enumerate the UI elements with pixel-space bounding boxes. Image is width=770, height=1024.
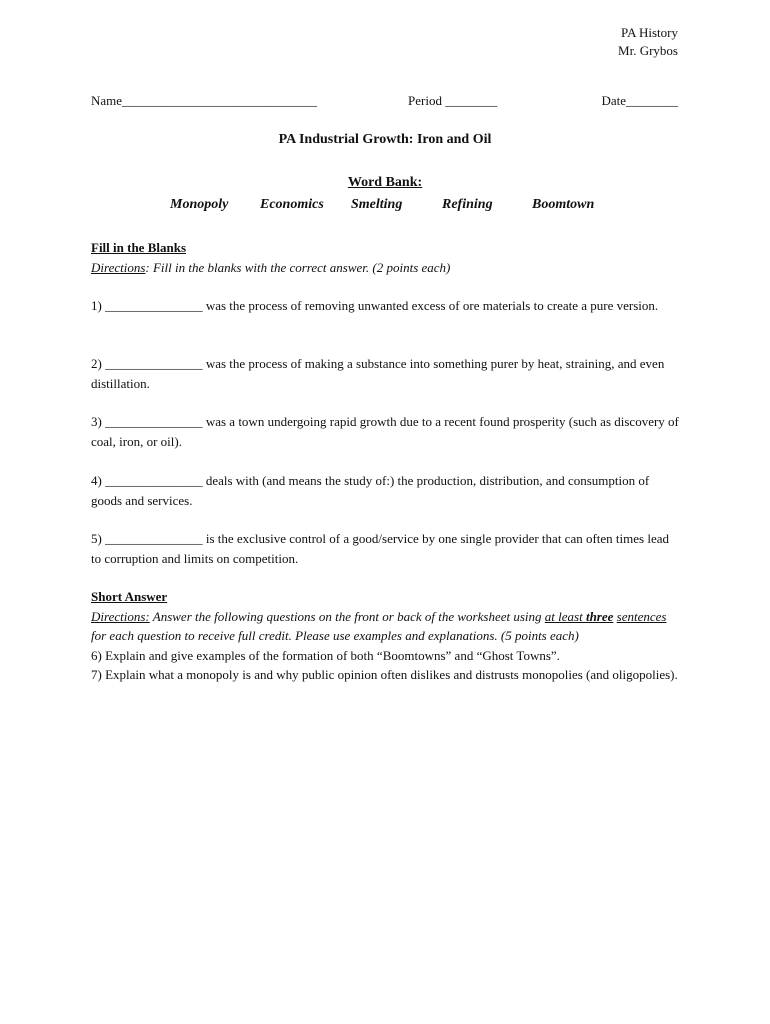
directions-text: Answer the following questions on the front or back of the worksheet using bbox=[149, 608, 545, 624]
date-field[interactable]: Date________ bbox=[601, 93, 678, 108]
short-answer-heading: Short Answer bbox=[91, 589, 168, 604]
word-bank-heading: Word Bank: bbox=[347, 175, 423, 190]
name-field[interactable]: Name______________________________ bbox=[91, 93, 318, 108]
course-name: PA History bbox=[621, 25, 678, 40]
emphasis-three: three bbox=[585, 608, 614, 624]
fill-in-section-header bbox=[91, 238, 681, 277]
word-bank-item: Monopoly bbox=[170, 197, 229, 212]
emphasis-at-least: at least bbox=[544, 608, 586, 624]
question-3: 3) _______________ was a town undergoing rapid growth due to a recent found prosperity (such as discovery of coal, iron, or oil). bbox=[91, 414, 679, 449]
short-answer-directions bbox=[91, 607, 681, 646]
word-bank-item: Boomtown bbox=[532, 197, 595, 212]
word-bank-item: Smelting bbox=[351, 197, 403, 212]
question-6: 6) Explain and give examples of the formation of both “Boomtowns” and “Ghost Towns”. bbox=[91, 647, 560, 663]
fill-in-heading: Fill in the Blanks bbox=[91, 240, 186, 255]
question-1: 1) _______________ was the process of removing unwanted excess of ore materials to create a pure version. bbox=[91, 298, 659, 313]
word-bank-item: Refining bbox=[442, 197, 493, 212]
short-answer-section bbox=[91, 587, 681, 685]
question-5: 5) _______________ is the exclusive control of a good/service by one single provider that can often times lead to corruption and limits on competition. bbox=[91, 531, 669, 566]
emphasis-sentences: sentences bbox=[616, 608, 667, 624]
directions-label: Directions bbox=[91, 259, 146, 275]
word-bank bbox=[0, 197, 770, 217]
question-2: 2) _______________ was the process of making a substance into something purer by heat, straining, and even distillation. bbox=[91, 356, 665, 391]
directions-text: for each question to receive full credit. Please use examples and explanations. (5 points each) bbox=[91, 628, 579, 643]
course-header bbox=[618, 24, 678, 60]
fill-in-directions bbox=[91, 258, 681, 278]
word-bank-item: Economics bbox=[260, 197, 324, 212]
worksheet-title: PA Industrial Growth: Iron and Oil bbox=[278, 132, 492, 147]
directions-label: Directions: bbox=[91, 608, 150, 624]
directions-text: : Fill in the blanks with the correct answer. (2 points each) bbox=[145, 259, 451, 275]
student-info-fields bbox=[91, 93, 678, 111]
question-7: 7) Explain what a monopoly is and why public opinion often dislikes and distrusts monopolies (and oligopolies). bbox=[91, 667, 678, 682]
period-field[interactable]: Period ________ bbox=[408, 93, 498, 108]
question-4: 4) _______________ deals with (and means the study of:) the production, distribution, and consumption of goods and services. bbox=[91, 473, 650, 508]
teacher-name: Mr. Grybos bbox=[618, 43, 678, 58]
